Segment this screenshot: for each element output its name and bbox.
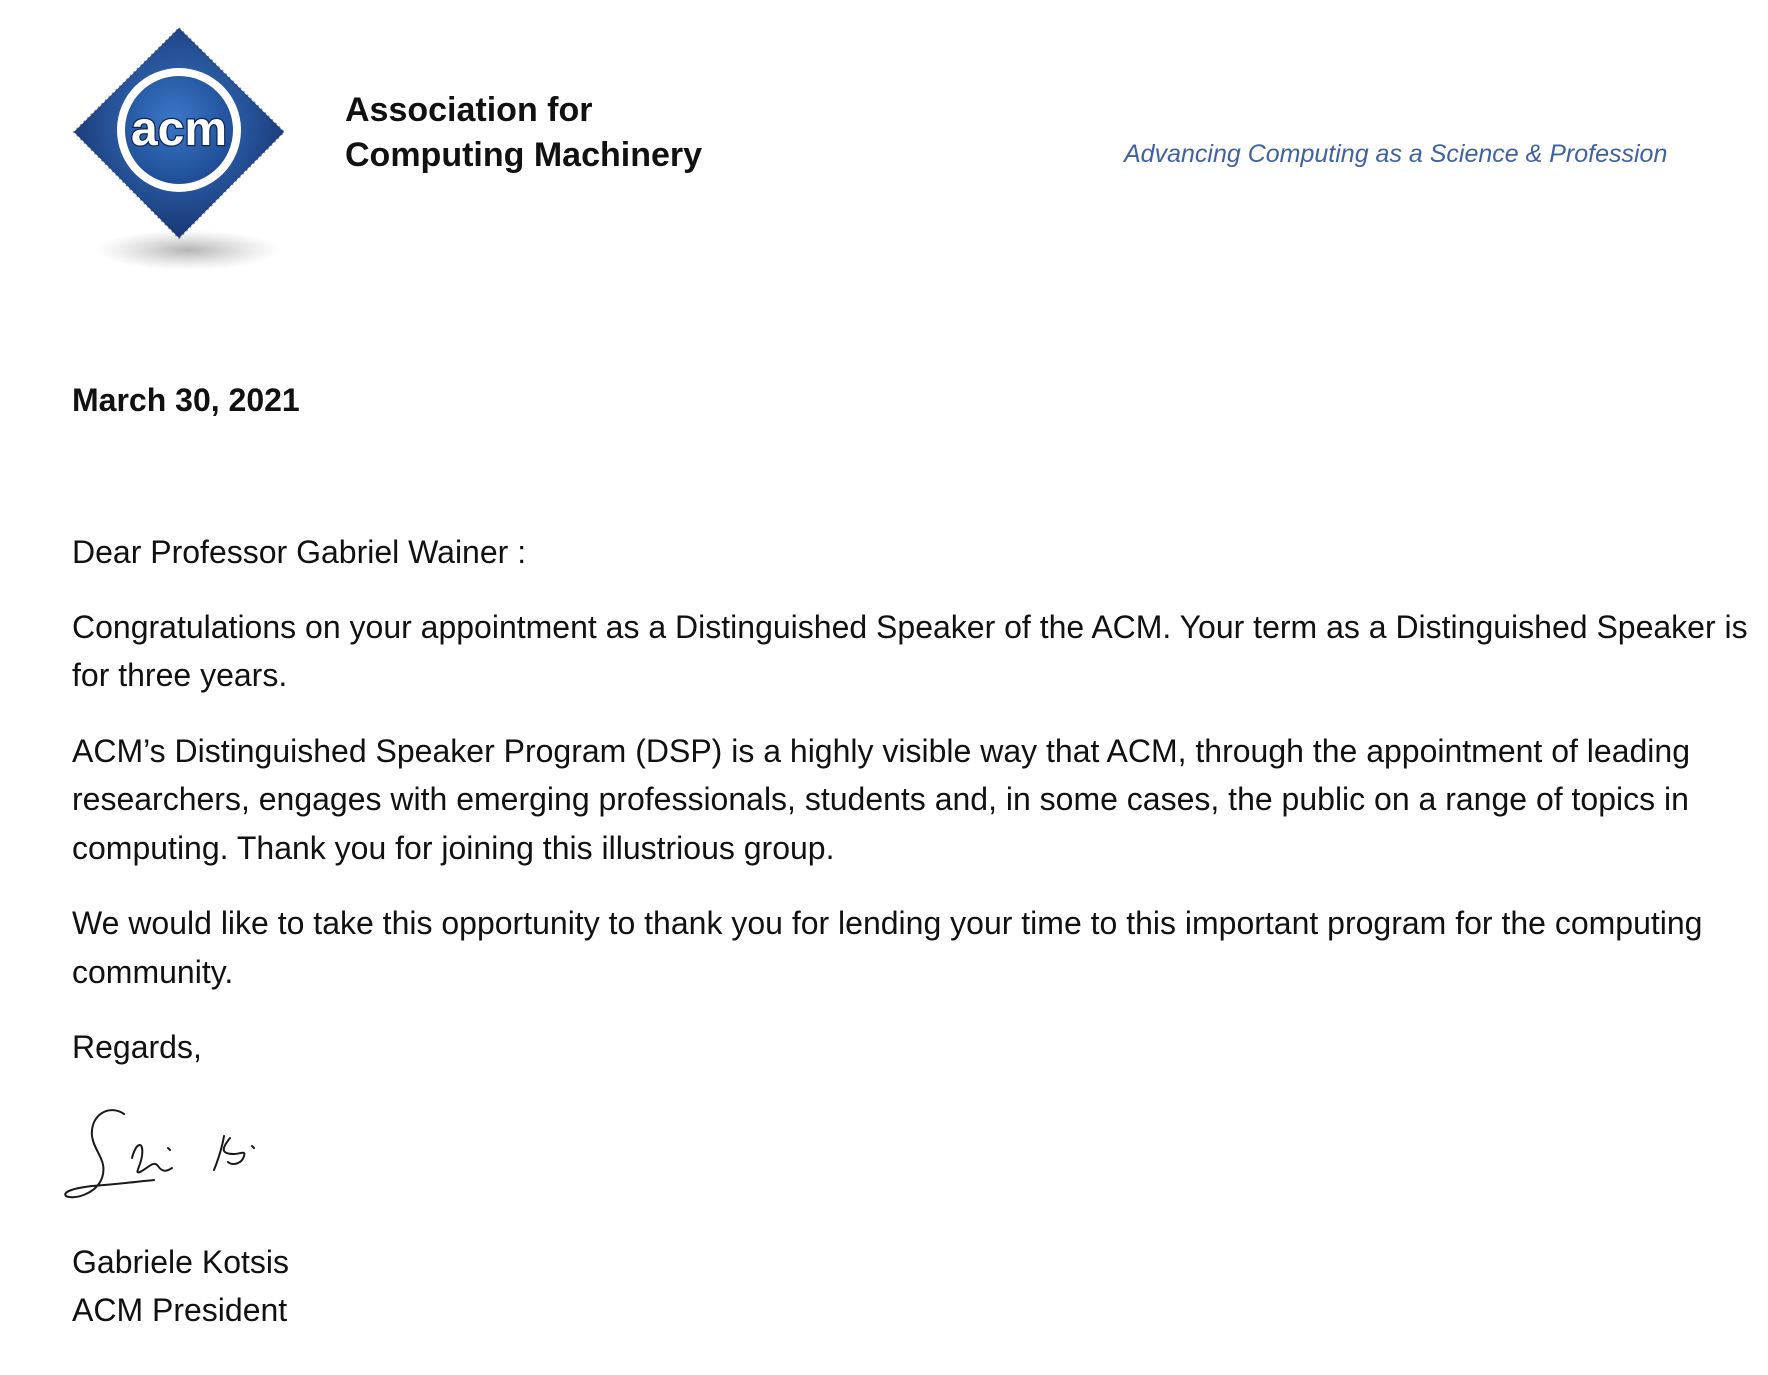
signer-block (72, 1238, 289, 1334)
handwritten-signature (62, 1100, 302, 1210)
signer-title: ACM President (72, 1292, 288, 1328)
closing: Regards, (72, 1029, 202, 1065)
letter-date: March 30, 2021 (72, 382, 300, 418)
letter-body (72, 380, 1762, 1099)
paragraph-1: Congratulations on your appointment as a Distinguished Speaker of the ACM. Your term as a Distinguished Speaker is for three years. (72, 608, 1748, 693)
letterhead (0, 0, 1768, 280)
organization-name-line2: Computing Machinery (345, 136, 703, 174)
organization-name (345, 88, 702, 178)
tagline: Advancing Computing as a Science & Profession (1124, 140, 1668, 168)
organization-name-line1: Association for (345, 91, 593, 129)
salutation: Dear Professor Gabriel Wainer : (72, 534, 527, 570)
paragraph-2: ACM’s Distinguished Speaker Program (DSP) is a highly visible way that ACM, through the appointment of leading researchers, engages with emerging professionals, students and, in some cases, the public on a range of topics in computing. Thank you for joining this illustrious group. (72, 732, 1690, 866)
acm-logo (66, 24, 302, 272)
paragraph-3: We would like to take this opportunity to thank you for lending your time to this important program for the computing community. (72, 905, 1703, 990)
acm-logo-text: acm (130, 103, 228, 156)
signer-name: Gabriele Kotsis (72, 1244, 289, 1280)
